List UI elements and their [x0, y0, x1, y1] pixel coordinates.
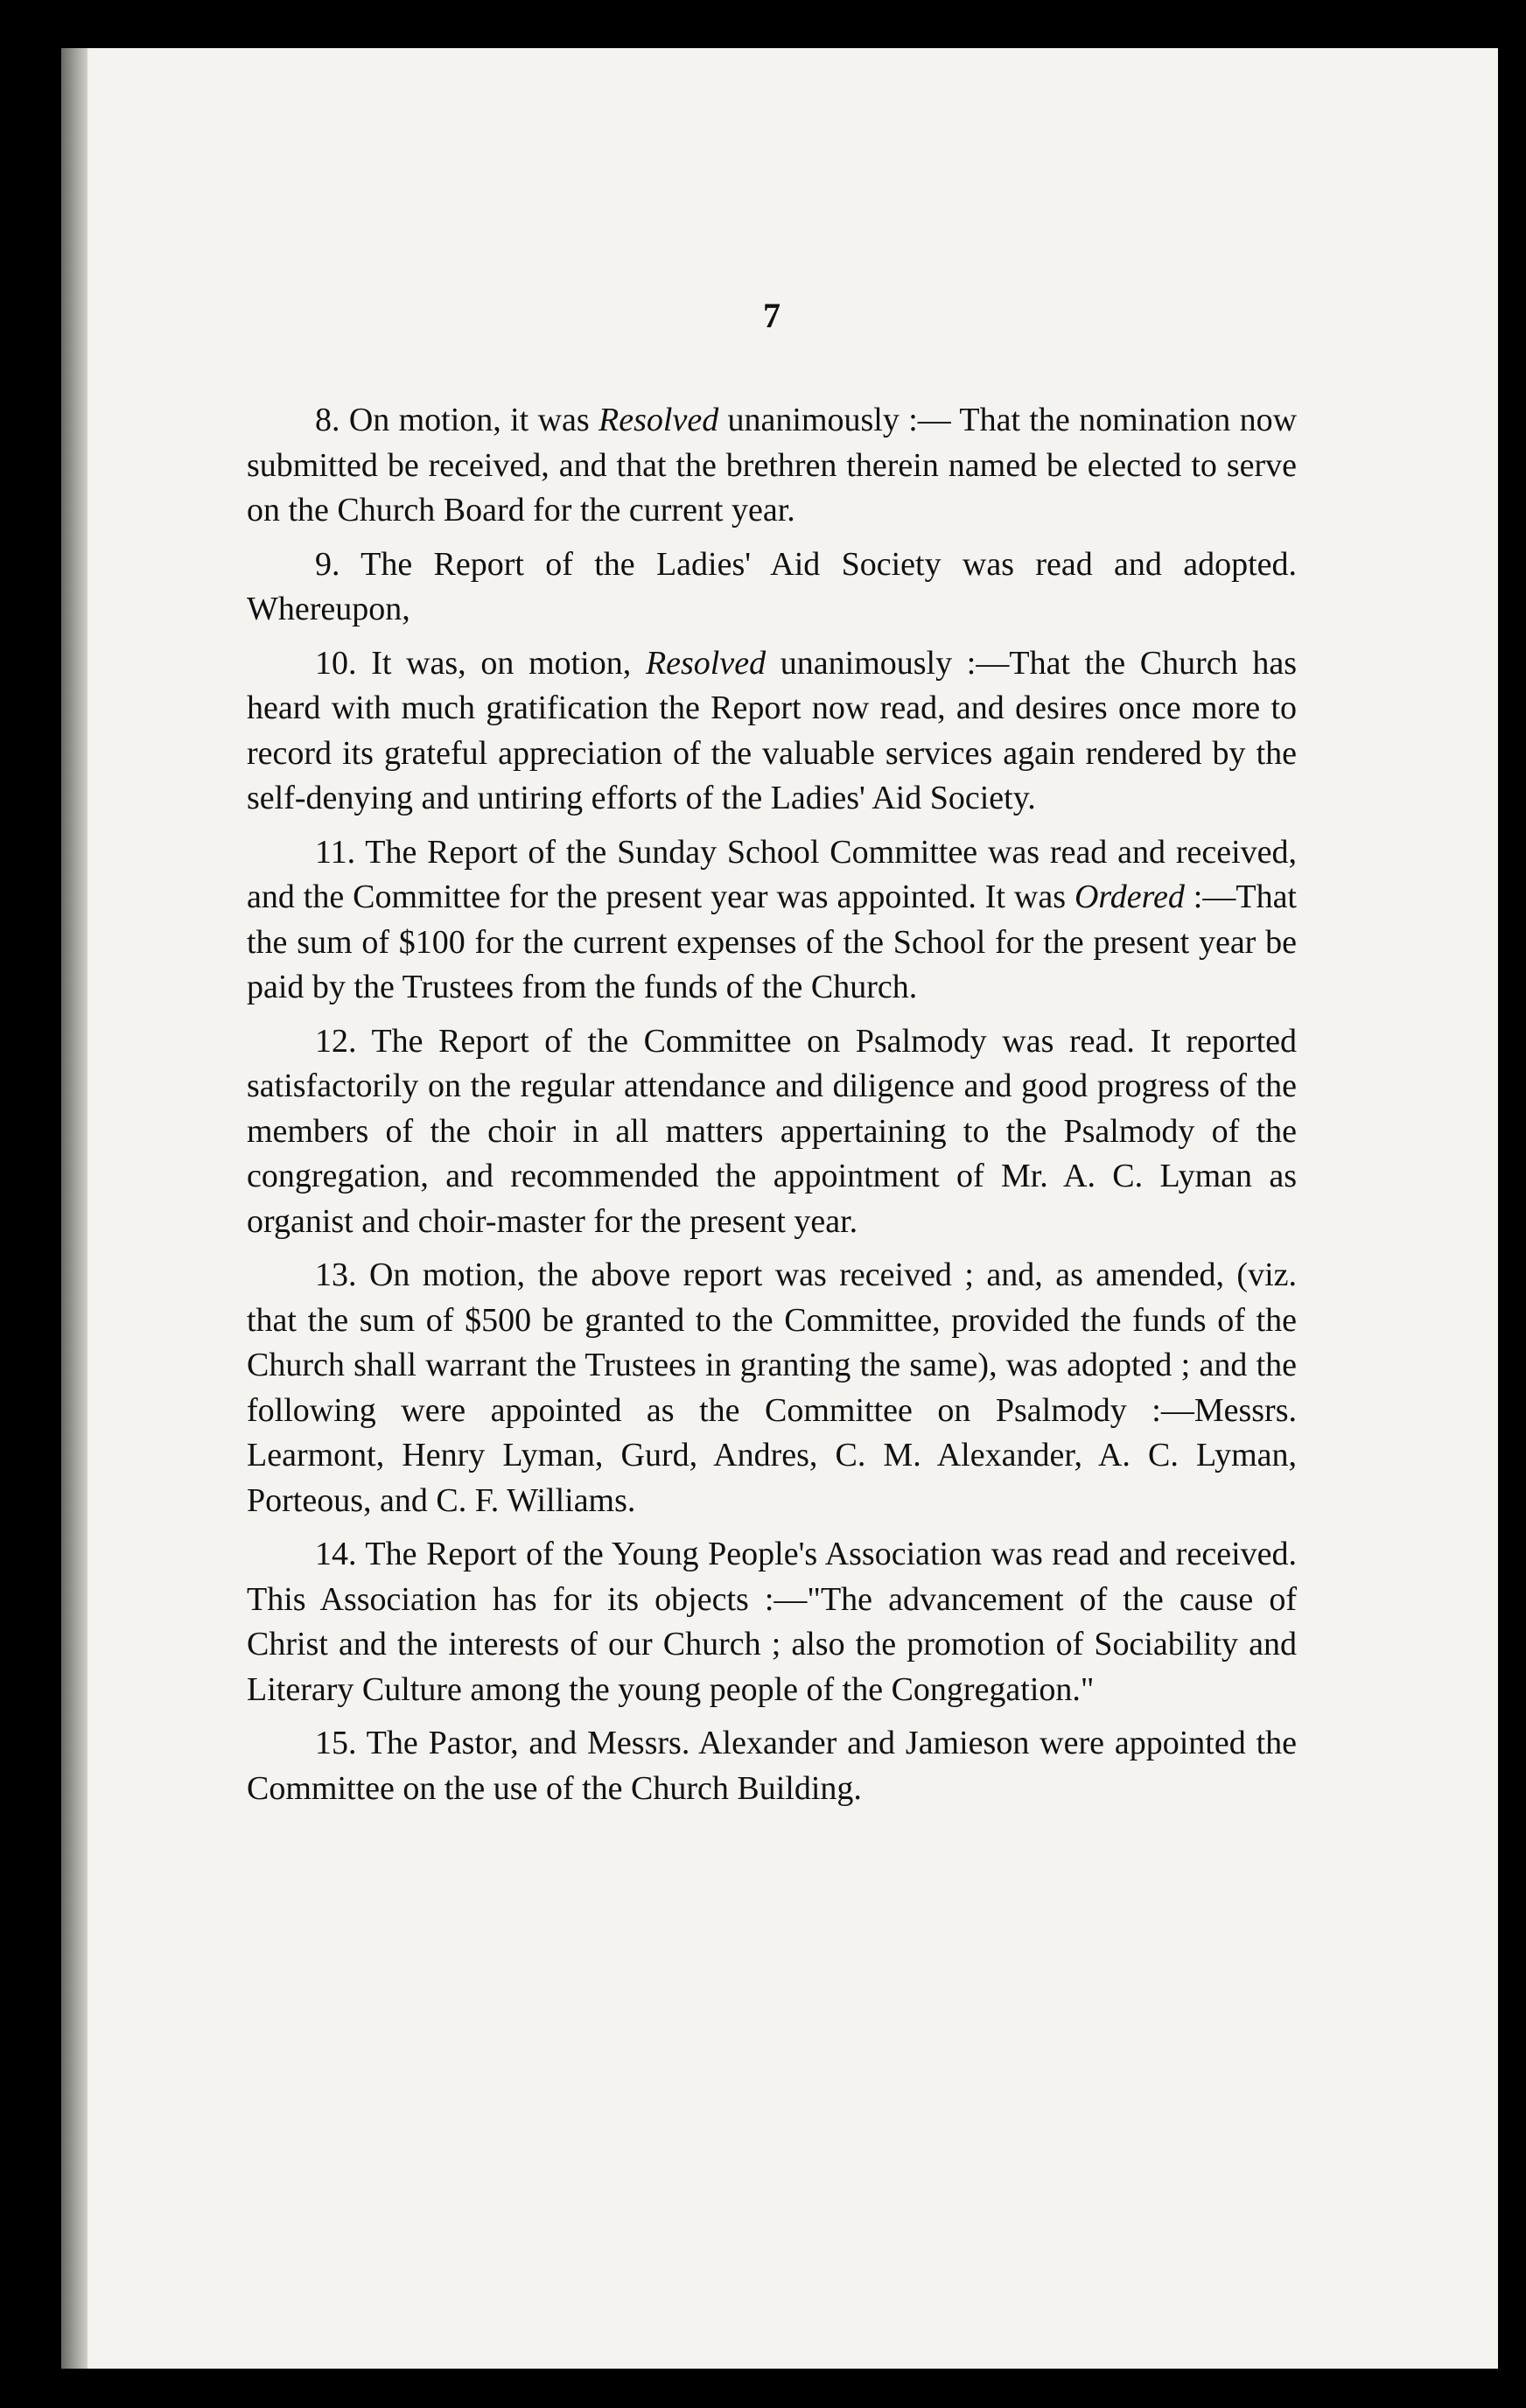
paragraph-item-8: 8. On motion, it was Resolved unanimously :— That the nomination now submitted be received, and that the brethren therein named be elected to serve on the Church Board for the current year.: [247, 402, 1298, 528]
paragraph-item-10: 10. It was, on motion, Resolved unanimously :—That the Church has heard with much gratification the Report now read, and desires once more to record its grateful appreciation of the valuable services again rendered by the self-denying and untiring efforts of the Ladies' Aid Society.: [247, 644, 1298, 816]
paragraph-item-15: 15. The Pastor, and Messrs. Alexander and Jamieson were appointed the Committee on the use of the Church Building.: [247, 1725, 1297, 1807]
paragraph-item-11: 11. The Report of the Sunday School Committee was read and received, and the Committee for the present year was appointed. It was Ordered :—That the sum of $100 for the current expenses of the School for the present year be paid by the Trustees from the funds of the Church.: [247, 833, 1297, 1005]
page-number: 7: [763, 296, 780, 335]
paragraph-item-13: 13. On motion, the above report was received ; and, as amended, (viz. that the sum of $500 be granted to the Committee, provided the funds of the Church shall warrant the Trustees in granting the same), was adopted ; and the following were appointed as the Committee on Psalmody :—Messrs. Learmont, Henry Lyman, Gurd, Andres, C. M. Alexander, A. C. Lyman, Porteous, and C. F. Williams.: [247, 1256, 1297, 1519]
page-binding-edge: [61, 48, 88, 2369]
resolved-emphasis: Resolved: [598, 402, 719, 438]
paragraph-item-12: 12. The Report of the Committee on Psalmody was read. It reported satisfactorily on the regular attendance and diligence and good progress of the members of the choir in all matters appertaining to the Psalmody of the congregation, and recommended the appointment of Mr. A. C. Lyman as organist and choir-master for the present year.: [247, 1022, 1297, 1240]
paragraph-item-14: 14. The Report of the Young People's Association was read and received. This Association has for its objects :—"The advancement of the cause of Christ and the interests of our Church ; also the promotion of Sociability and Literary Culture among the young people of the Congregation.": [247, 1536, 1297, 1708]
resolved-emphasis: Resolved: [645, 644, 766, 682]
minutes-paragraphs: [247, 398, 1297, 1820]
document-page: [61, 48, 1498, 2369]
paragraph-item-9: 9. The Report of the Ladies' Aid Society was read and adopted. Whereupon,: [247, 545, 1297, 627]
ordered-emphasis: Ordered: [1074, 878, 1185, 915]
